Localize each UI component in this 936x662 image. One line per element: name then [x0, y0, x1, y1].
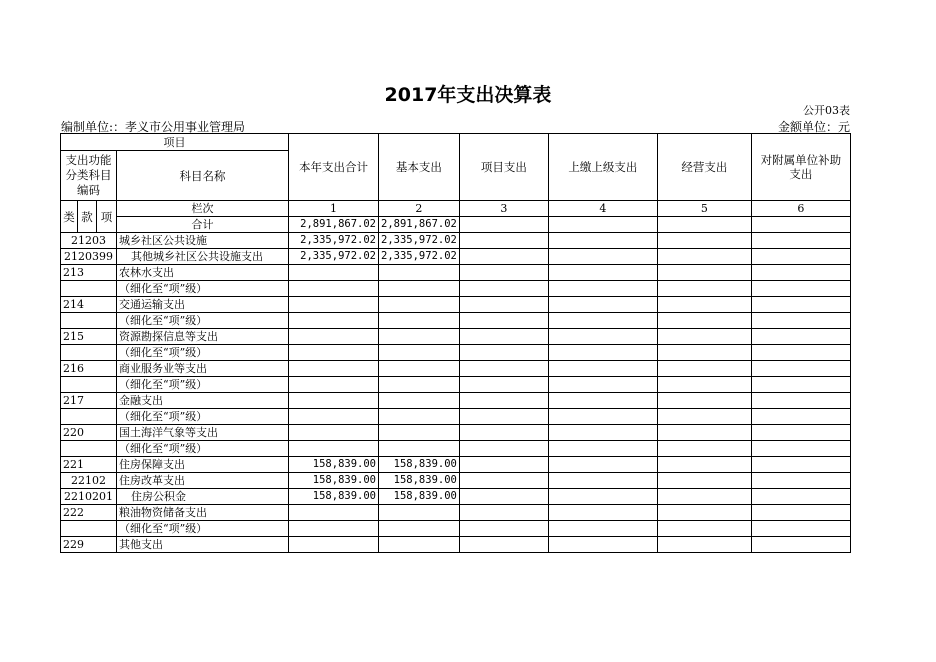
row-value: [751, 489, 850, 505]
table-row: [61, 393, 851, 409]
row-value: [548, 249, 657, 265]
row-value: [657, 505, 751, 521]
row-value: [657, 361, 751, 377]
row-value: [379, 265, 460, 281]
header-item: 项目: [61, 134, 289, 151]
row-value: [751, 249, 850, 265]
row-value: [751, 409, 850, 425]
row-value: [289, 265, 379, 281]
row-value: [289, 441, 379, 457]
row-code: [61, 313, 117, 329]
table-row: [61, 505, 851, 521]
col-number: 1: [289, 201, 379, 217]
row-value: [459, 297, 548, 313]
page-title: 2017年支出决算表: [384, 84, 552, 106]
header-lei: 类: [61, 201, 78, 233]
row-value: [459, 505, 548, 521]
col-number: 6: [751, 201, 850, 217]
row-value: [751, 425, 850, 441]
row-value: [548, 265, 657, 281]
row-value: [657, 329, 751, 345]
table-row: [61, 377, 851, 393]
row-value: [289, 329, 379, 345]
row-value: [459, 425, 548, 441]
row-value: [459, 521, 548, 537]
table-row: [61, 521, 851, 537]
row-subject-name: 金融支出: [117, 393, 289, 409]
row-subject-name: 国土海洋气象等支出: [117, 425, 289, 441]
total-row: [61, 217, 851, 233]
row-value: [379, 505, 460, 521]
row-value: [548, 281, 657, 297]
row-value: [548, 425, 657, 441]
table-row: [61, 329, 851, 345]
total-label: 合计: [117, 217, 289, 233]
header-row-lanci: [61, 201, 851, 217]
row-value: [379, 425, 460, 441]
row-value: [459, 473, 548, 489]
row-value: [751, 313, 850, 329]
row-value: [379, 361, 460, 377]
row-code: [61, 409, 117, 425]
amount-unit: 金额单位：元: [777, 120, 850, 134]
row-value: [459, 329, 548, 345]
row-value: [657, 249, 751, 265]
row-value: [289, 537, 379, 553]
row-value: [657, 521, 751, 537]
row-value: [548, 441, 657, 457]
header-upper: 上缴上级支出: [548, 134, 657, 201]
header-row-1: [61, 134, 851, 151]
row-code: 213: [61, 265, 117, 281]
row-value: [459, 281, 548, 297]
row-value: [289, 361, 379, 377]
row-value: [459, 409, 548, 425]
total-value: 2,891,867.02: [379, 217, 460, 233]
row-value: [289, 393, 379, 409]
row-value: 158,839.00: [379, 457, 460, 473]
row-value: 2,335,972.02: [379, 249, 460, 265]
row-value: [548, 489, 657, 505]
row-value: [751, 441, 850, 457]
row-value: [657, 457, 751, 473]
row-value: [657, 345, 751, 361]
row-value: [751, 537, 850, 553]
row-value: [548, 505, 657, 521]
table-row: [61, 537, 851, 553]
table-row: [61, 489, 851, 505]
row-value: [751, 281, 850, 297]
row-value: [657, 489, 751, 505]
row-value: [289, 521, 379, 537]
row-value: 158,839.00: [289, 457, 379, 473]
row-code: [61, 281, 117, 297]
row-value: [459, 377, 548, 393]
row-subject-name: （细化至“项”级）: [117, 313, 289, 329]
row-value: [289, 313, 379, 329]
row-value: [459, 233, 548, 249]
row-value: [548, 457, 657, 473]
row-value: [548, 233, 657, 249]
row-value: [657, 537, 751, 553]
row-subject-name: 住房公积金: [117, 489, 289, 505]
table-row: [61, 473, 851, 489]
total-value: 2,891,867.02: [289, 217, 379, 233]
total-value: [459, 217, 548, 233]
row-subject-name: 资源勘探信息等支出: [117, 329, 289, 345]
header-xiang: 项: [97, 201, 117, 233]
row-subject-name: （细化至“项”级）: [117, 281, 289, 297]
col-number: 3: [459, 201, 548, 217]
row-value: [379, 409, 460, 425]
row-value: [548, 473, 657, 489]
row-value: [289, 281, 379, 297]
row-subject-name: 其他支出: [117, 537, 289, 553]
row-subject-name: （细化至“项”级）: [117, 409, 289, 425]
form-code: 公开03表: [803, 104, 850, 117]
row-value: [751, 265, 850, 281]
total-value: [657, 217, 751, 233]
table-row: [61, 249, 851, 265]
table-row: [61, 425, 851, 441]
row-value: [657, 265, 751, 281]
table-row: [61, 361, 851, 377]
row-code: 216: [61, 361, 117, 377]
row-value: [548, 521, 657, 537]
row-value: [751, 505, 850, 521]
row-value: 2,335,972.02: [289, 233, 379, 249]
row-value: 158,839.00: [379, 473, 460, 489]
row-value: [459, 249, 548, 265]
row-value: [657, 233, 751, 249]
table-row: [61, 345, 851, 361]
row-subject-name: 粮油物资储备支出: [117, 505, 289, 521]
row-code: 22102: [61, 473, 117, 489]
row-value: [379, 345, 460, 361]
row-value: [379, 521, 460, 537]
header-basic: 基本支出: [379, 134, 460, 201]
row-code: [61, 377, 117, 393]
row-subject-name: 住房改革支出: [117, 473, 289, 489]
row-code: 222: [61, 505, 117, 521]
row-value: [657, 425, 751, 441]
row-value: [751, 345, 850, 361]
row-value: [657, 297, 751, 313]
row-value: [548, 313, 657, 329]
header-subsidy: 对附属单位补助支出: [751, 134, 850, 201]
row-code: [61, 521, 117, 537]
row-value: [289, 377, 379, 393]
row-value: [548, 377, 657, 393]
table-row: [61, 297, 851, 313]
row-value: [379, 393, 460, 409]
row-subject-name: （细化至“项”级）: [117, 377, 289, 393]
row-value: [751, 377, 850, 393]
row-value: [459, 457, 548, 473]
header-subject-name: 科目名称: [117, 151, 289, 201]
row-value: [548, 345, 657, 361]
row-value: [289, 505, 379, 521]
row-value: [459, 313, 548, 329]
header-func-code: 支出功能分类科目编码: [61, 151, 117, 201]
total-value: [548, 217, 657, 233]
row-value: [459, 489, 548, 505]
row-value: [379, 377, 460, 393]
row-value: [751, 361, 850, 377]
row-value: [379, 537, 460, 553]
col-number: 2: [379, 201, 460, 217]
col-number: 5: [657, 201, 751, 217]
row-value: [751, 473, 850, 489]
row-code: 229: [61, 537, 117, 553]
row-subject-name: （细化至“项”级）: [117, 345, 289, 361]
row-value: [459, 345, 548, 361]
row-subject-name: 农林水支出: [117, 265, 289, 281]
row-subject-name: 交通运输支出: [117, 297, 289, 313]
row-code: 221: [61, 457, 117, 473]
row-code: 217: [61, 393, 117, 409]
table-row: [61, 265, 851, 281]
row-value: [459, 361, 548, 377]
row-value: 158,839.00: [379, 489, 460, 505]
row-code: 220: [61, 425, 117, 441]
row-code: 21203: [61, 233, 117, 249]
row-code: 2210201: [61, 489, 117, 505]
row-value: [548, 361, 657, 377]
row-value: [657, 281, 751, 297]
row-code: 2120399: [61, 249, 117, 265]
row-code: [61, 441, 117, 457]
row-value: [751, 329, 850, 345]
row-subject-name: 商业服务业等支出: [117, 361, 289, 377]
table-row: [61, 441, 851, 457]
row-value: [751, 393, 850, 409]
row-value: [657, 393, 751, 409]
row-value: 158,839.00: [289, 473, 379, 489]
row-value: [657, 313, 751, 329]
table-row: [61, 233, 851, 249]
row-value: [459, 441, 548, 457]
row-value: [289, 345, 379, 361]
row-value: [289, 409, 379, 425]
table-row: [61, 457, 851, 473]
row-value: [289, 297, 379, 313]
row-code: 214: [61, 297, 117, 313]
row-value: 2,335,972.02: [289, 249, 379, 265]
row-value: [657, 473, 751, 489]
row-value: [289, 425, 379, 441]
row-code: [61, 345, 117, 361]
row-value: [548, 537, 657, 553]
col-number: 4: [548, 201, 657, 217]
row-value: [657, 441, 751, 457]
org-label: 编制单位:：孝义市公用事业管理局: [61, 120, 246, 134]
table-row: [61, 313, 851, 329]
header-business: 经营支出: [657, 134, 751, 201]
row-value: [657, 377, 751, 393]
row-value: [379, 281, 460, 297]
row-value: [379, 441, 460, 457]
row-subject-name: 其他城乡社区公共设施支出: [117, 249, 289, 265]
total-value: [751, 217, 850, 233]
row-value: [548, 393, 657, 409]
row-value: [751, 297, 850, 313]
row-subject-name: 住房保障支出: [117, 457, 289, 473]
header-kuan: 款: [78, 201, 97, 233]
row-value: [751, 233, 850, 249]
row-subject-name: （细化至“项”级）: [117, 521, 289, 537]
table-row: [61, 409, 851, 425]
row-value: [459, 265, 548, 281]
row-subject-name: （细化至“项”级）: [117, 441, 289, 457]
row-value: 158,839.00: [289, 489, 379, 505]
row-value: 2,335,972.02: [379, 233, 460, 249]
header-project: 项目支出: [459, 134, 548, 201]
row-value: [751, 521, 850, 537]
row-value: [751, 457, 850, 473]
row-value: [459, 537, 548, 553]
table-row: [61, 281, 851, 297]
row-value: [379, 329, 460, 345]
row-value: [459, 393, 548, 409]
header-lanci: 栏次: [117, 201, 289, 217]
row-value: [548, 297, 657, 313]
row-value: [548, 329, 657, 345]
row-value: [379, 297, 460, 313]
row-value: [548, 409, 657, 425]
row-code: 215: [61, 329, 117, 345]
row-value: [657, 409, 751, 425]
header-total: 本年支出合计: [289, 134, 379, 201]
expenditure-table: [60, 133, 851, 553]
row-subject-name: 城乡社区公共设施: [117, 233, 289, 249]
row-value: [379, 313, 460, 329]
table-body: [61, 134, 851, 553]
